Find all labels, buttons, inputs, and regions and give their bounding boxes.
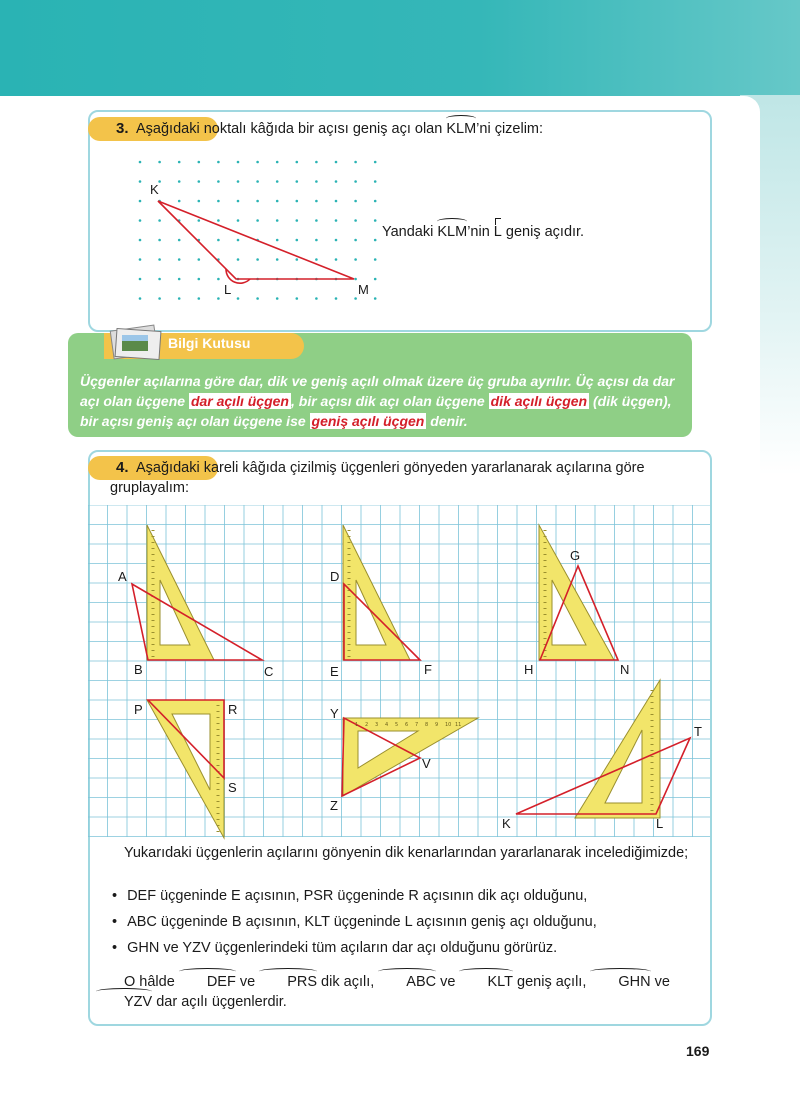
ruler-tick-label: 8 <box>425 722 429 728</box>
ruler-tick-label: 9 <box>435 722 439 728</box>
label-a: A <box>118 569 127 584</box>
label-m: M <box>358 282 369 297</box>
ruler-tick-label: 10 <box>445 722 452 728</box>
label-l2: L <box>656 816 664 831</box>
question-3-prompt: Aşağıdaki noktalı kâğıda bir açısı geniş açı olan KLM’ni çizelim: <box>136 121 544 137</box>
conclusion: O hâlde DEF ve PRS dik açılı, ABC ve KLT geniş açılı, GHN ve YZV dar açılı üçgenlerdir. <box>96 972 706 1012</box>
set-square-6 <box>575 680 660 818</box>
label-r: R <box>228 702 238 717</box>
label-s: S <box>228 780 237 795</box>
ruler-tick-label: 1 <box>355 722 359 728</box>
highlight-dik: dik açılı üçgen <box>490 393 588 409</box>
label-l: L <box>224 282 232 297</box>
set-square-3 <box>539 525 614 660</box>
note-vertex-l: L <box>493 224 502 240</box>
explanation-bullet-1: • DEF üçgeninde E açısının, PSR üçgeninde R açısının dik açı olduğunu, <box>112 888 597 914</box>
page-number: 169 <box>686 1043 710 1059</box>
question-3-note: Yandaki KLM’nin L geniş açıdır. <box>382 224 585 240</box>
label-z: Z <box>330 798 338 813</box>
note-angle-klm: KLM <box>437 224 468 240</box>
ruler-tick-label: 3 <box>375 722 379 728</box>
highlight-genis: geniş açılı üçgen <box>311 413 425 429</box>
info-box-text: Üçgenler açılarına göre dar, dik ve geniş açılı olmak üzere üç gruba ayrılır. Üç açısı da dar açı olan üçgene dar açılı üçgen , bir açısı dik açı olan üçgene dik açılı üçgen (dik üçgen), bir açısı geniş açı olan üçgene ise geniş açılı üçgen denir. <box>80 373 675 429</box>
label-h: H <box>524 662 534 677</box>
ruler-tick-label: 4 <box>385 722 389 728</box>
explanation-bullet-2: • ABC üçgeninde B açısının, KLT üçgeninde L açısının geniş açı olduğunu, <box>112 914 597 940</box>
highlight-dar: dar açılı üçgen <box>190 393 289 409</box>
label-k2: K <box>502 816 511 831</box>
ruler-tick-label: 11 <box>455 722 462 728</box>
set-square-4 <box>147 700 224 838</box>
info-box-title: Bilgi Kutusu <box>168 335 251 351</box>
explanation-intro: Yukarıdaki üçgenlerin açılarını gönyenin dik kenarlarından yararlanarak incelediğimizde; <box>124 845 689 861</box>
label-t: T <box>694 724 702 739</box>
label-k: K <box>150 182 159 197</box>
label-g: G <box>570 548 581 563</box>
label-d: D <box>330 569 340 584</box>
question-4-prompt: Aşağıdaki kareli kâğıda çizilmiş üçgenleri gönyeden yararlanarak açılarına göre gruplayalım: <box>110 460 645 496</box>
question-4-number: 4. <box>116 459 129 476</box>
set-square-1 <box>147 525 214 660</box>
ruler-tick-label: 7 <box>415 722 419 728</box>
explanation-bullet-3: • GHN ve YZV üçgenlerindeki tüm açıların dar açı olduğunu görürüz. <box>112 940 597 966</box>
label-b: B <box>134 662 143 677</box>
question-3-number: 3. <box>116 120 129 137</box>
label-p: P <box>134 702 143 717</box>
ruler-tick-label: 2 <box>365 722 369 728</box>
label-n: N <box>620 662 630 677</box>
ruler-tick-label: 5 <box>395 722 399 728</box>
explanation-list <box>112 888 597 966</box>
set-square-5 <box>343 718 478 796</box>
ruler-tick-label: 6 <box>405 722 409 728</box>
label-y: Y <box>330 706 339 721</box>
angle-klm: KLM <box>446 121 477 137</box>
label-c: C <box>264 664 274 679</box>
label-f: F <box>424 662 432 677</box>
label-v: V <box>422 756 431 771</box>
label-e: E <box>330 664 339 679</box>
